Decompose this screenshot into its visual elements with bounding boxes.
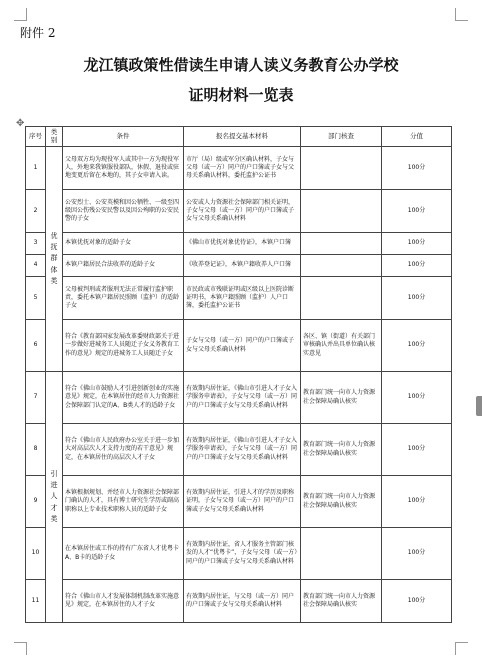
row-condition: 本镇优抚对象的适龄子女 [63, 233, 184, 255]
table-row [26, 476, 452, 528]
row-no: 6 [26, 320, 46, 372]
row-condition: 本镇根据规划、并经市人力资源社会保障部门确认的人才，具有博士研究生学历或副高职称以上专业技术职称人员的适龄子女 [63, 476, 184, 528]
table-row [26, 580, 452, 623]
materials-table [25, 126, 452, 623]
row-dept [301, 147, 382, 190]
row-no: 11 [26, 580, 46, 623]
row-dept [301, 528, 382, 580]
row-dept [301, 190, 382, 233]
row-dept: 教育部门统一向市人力资源社会保障局确认核实 [301, 476, 382, 528]
crop-mark-bottom-right [455, 642, 468, 655]
row-score: 100分 [382, 528, 452, 580]
row-dept [301, 255, 382, 277]
table-row [26, 277, 452, 320]
table-row [26, 233, 452, 255]
row-condition: 公安烈士、公安英模和因公牺牲、一级至四级因公伤残公安民警以及因公殉职的公安民警的子女 [63, 190, 184, 233]
row-condition: 父母双方均为现役军人或其中一方为现役军人，外地来我镇服役部队，休假、退役或驻地变更后留在本地的，其子女申请入读。 [63, 147, 184, 190]
row-score: 100分 [382, 424, 452, 476]
header-condition: 条件 [63, 127, 184, 147]
row-materials: 有效期内居住证，省人才服务主管部门核发的人才“优粤卡”，子女与父母（或一方）同户的户口簿或子女与父母关系确认材料 [184, 528, 301, 580]
row-dept: 教育部门统一向市人力资源社会保障局确认核实 [301, 372, 382, 424]
row-materials: 有效期内居住证，与父母（或一方）同户的户口簿或子女与父母关系确认材料 [184, 580, 301, 623]
row-no: 2 [26, 190, 46, 233]
row-no: 5 [26, 277, 46, 320]
side-scroll-tab[interactable] [476, 396, 482, 416]
table-row [26, 424, 452, 476]
row-condition: 符合《佛山市鼓励人才引进创新创业的实施意见》规定，在本镇居住的经市人力资源社会保障部门认定的A、B类人才的适龄子女 [63, 372, 184, 424]
table-row [26, 320, 452, 372]
row-no: 7 [26, 372, 46, 424]
crop-mark-top-left [14, 8, 27, 21]
row-no: 9 [26, 476, 46, 528]
row-dept: 教育部门统一向市人力资源社会保障局确认核实 [301, 580, 382, 623]
row-condition: 本镇户籍居民合法收养的适龄子女 [63, 255, 184, 277]
row-materials: 有效期内居住证，《佛山市引进人才子女入学服务申请表》，子女与父母（或一方）同户的户口簿或子女与父母关系确认材料 [184, 372, 301, 424]
row-score: 100分 [382, 190, 452, 233]
row-no: 4 [26, 255, 46, 277]
row-materials: 子女与父母（或一方）同户的户口簿或子女与父母关系确认材料 [184, 320, 301, 372]
row-dept [301, 233, 382, 255]
row-condition: 符合《佛山市人才发展体制机制改革实施意见》规定，在本镇居住的人才子女 [63, 580, 184, 623]
document-title: 龙江镇政策性借读生申请人读义务教育公办学校 [83, 56, 399, 74]
crop-mark-top-right [455, 8, 468, 21]
row-materials: 市民政或市残联证明或区级以上医院诊断证明书，本镇户籍照顾（监护）人户口簿，委托监护公证书 [184, 277, 301, 320]
row-materials: 公安或人力资源社会保障部门相关证明，子女与父母（或一方）同户的户口簿或子女与父母关系确认材料 [184, 190, 301, 233]
row-condition: 符合《教育部国家发展改革委财政部关于进一步做好进城务工人员随迁子女义务教育工作的意见》规定的进城务工人员随迁子女 [63, 320, 184, 372]
row-no: 1 [26, 147, 46, 190]
header-category: 类别 [46, 127, 63, 147]
row-score: 100分 [382, 580, 452, 623]
row-score: 100分 [382, 147, 452, 190]
header-materials: 报名提交基本材料 [184, 127, 301, 147]
row-no: 3 [26, 233, 46, 255]
row-score: 100分 [382, 320, 452, 372]
table-row [26, 147, 452, 190]
table-row [26, 372, 452, 424]
row-materials: 有效期内居住证，引进人才的学历及职称证明，子女与父母（或一方）同户的户口簿或子女与父母关系确认材料 [184, 476, 301, 528]
category-label: 优抚群体类 [50, 232, 58, 285]
row-no: 8 [26, 424, 46, 476]
row-score: 100分 [382, 277, 452, 320]
category-label: 引进人才类 [50, 470, 58, 523]
category-cell [46, 147, 63, 372]
table-row [26, 255, 452, 277]
row-condition: 符合《佛山市人民政府办公室关于进一步加大对高层次人才支持力度的若干意见》规定，在本镇居住的高层次人才子女 [63, 424, 184, 476]
attachment-label: 附件 2 [20, 26, 56, 40]
row-condition: 在本镇居住或工作的持有广东省人才优粤卡A、B卡的适龄子女 [63, 528, 184, 580]
header-score: 分值 [382, 127, 452, 147]
row-materials: 有效期内居住证，《佛山市引进人才子女入学服务申请表》，子女与父母（或一方）同户的户口簿或子女与父母关系确认材料 [184, 424, 301, 476]
table-row [26, 528, 452, 580]
row-score: 100分 [382, 372, 452, 424]
row-materials: 《佛山市优抚对象优待证》，本镇户口簿 [184, 233, 301, 255]
row-score: 100分 [382, 476, 452, 528]
table-move-handle-icon[interactable]: ✥ [16, 118, 25, 129]
header-no: 序号 [26, 127, 46, 147]
category-cell [46, 372, 63, 623]
row-dept: 各区、镇（街道）有关部门审核确认并出具单位确认核实意见 [301, 320, 382, 372]
table-row [26, 190, 452, 233]
row-materials: 市厅（局）级或军分区确认材料，子女与父母（或一方）同户的户口簿或子女与父母关系确认材料，委托监护公证书 [184, 147, 301, 190]
table-header-row [26, 127, 452, 147]
row-score: 100分 [382, 233, 452, 255]
row-score: 100分 [382, 255, 452, 277]
row-dept [301, 277, 382, 320]
row-dept: 教育部门统一向市人力资源社会保障局确认核实 [301, 424, 382, 476]
document-subtitle: 证明材料一览表 [188, 86, 294, 104]
row-condition: 父母被判刑或者服刑无法正常履行监护职责，委托本镇户籍居民照顾（监护）的适龄子女 [63, 277, 184, 320]
header-dept: 部门核查 [301, 127, 382, 147]
row-no: 10 [26, 528, 46, 580]
crop-mark-bottom-left [14, 642, 27, 655]
row-materials: 《收养登记证》，本镇户籍收养人户口簿 [184, 255, 301, 277]
